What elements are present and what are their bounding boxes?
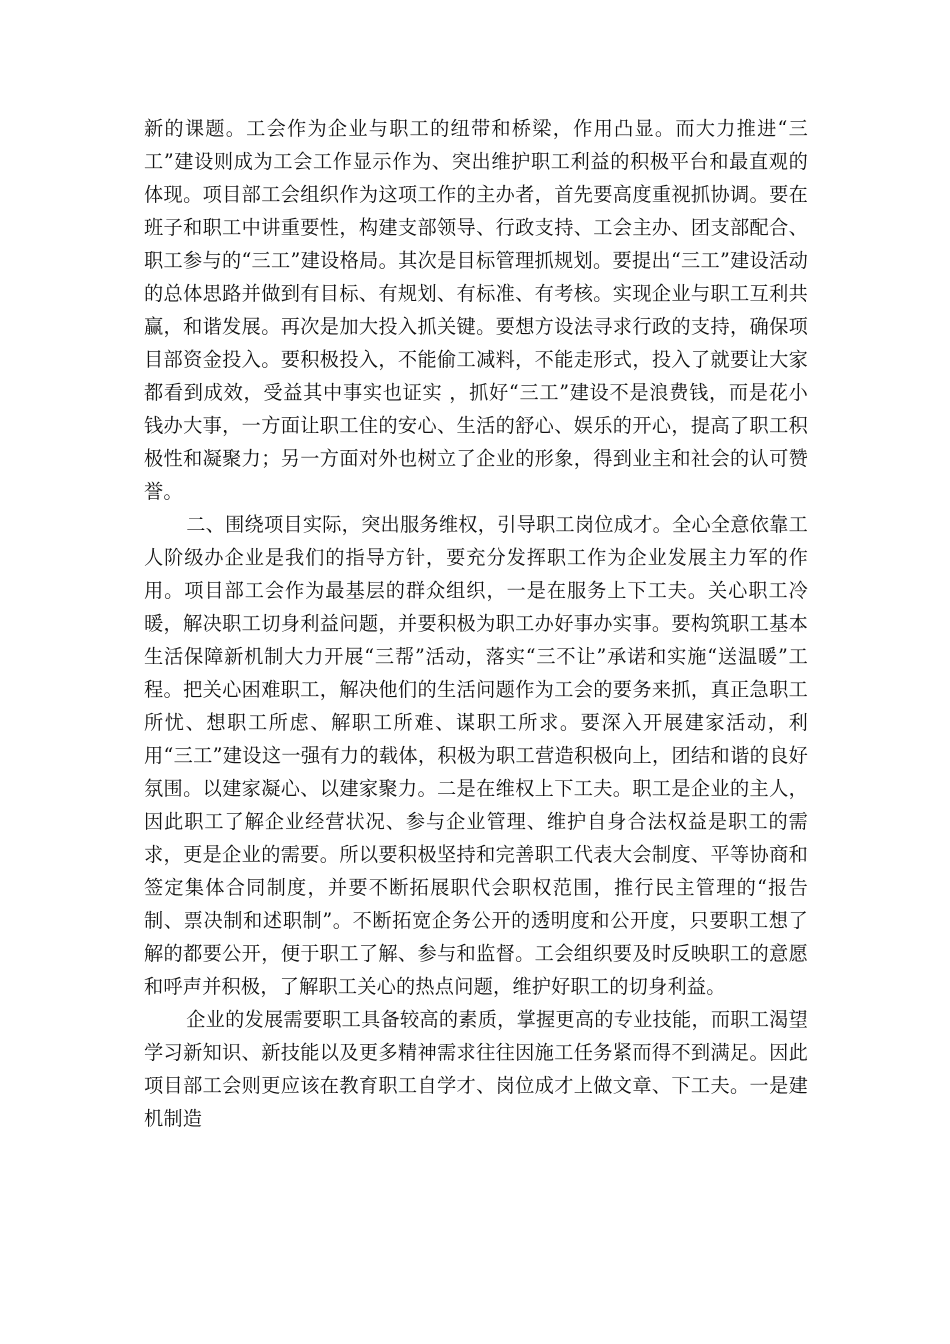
paragraph-3: 企业的发展需要职工具备较高的素质，掌握更高的专业技能，而职工渴望学习新知识、新技能以及更多精神需求往往因施工任务紧而得不到满足。因此项目部工会则更应该在教育职工自学才、岗位成才上做文章、下工夫。一是建机制造 bbox=[144, 1008, 808, 1130]
paragraph-2: 二、围绕项目实际，突出服务维权，引导职工岗位成才。全心全意依靠工人阶级办企业是我们的指导方针，要充分发挥职工作为企业发展主力军的作用。项目部工会作为最基层的群众组织，一是在服务上下工夫。关心职工冷暖，解决职工切身利益问题，并要积极为职工办好事办实事。要构筑职工基本生活保障新机制大力开展“三帮”活动，落实“三不让”承诺和实施“送温暖”工程。把关心困难职工，解决他们的生活问题作为工会的要务来抓，真正急职工所忧、想职工所虑、解职工所难、谋职工所求。要深入开展建家活动，利用“三工”建设这一强有力的载体，积极为职工营造积极向上，团结和谐的良好氛围。以建家凝心、以建家聚力。二是在维权上下工夫。职工是企业的主人，因此职工了解企业经营状况、参与企业管理、维护自身合法权益是职工的需求，更是企业的需要。所以要积极坚持和完善职工代表大会制度、平等协商和签定集体合同制度，并要不断拓展职代会职权范围，推行民主管理的“报告制、票决制和述职制”。不断拓宽企务公开的透明度和公开度，只要职工想了解的都要公开，便于职工了解、参与和监督。工会组织要及时反映职工的意愿和呼声并积极，了解职工关心的热点问题，维护好职工的切身利益。 bbox=[144, 513, 808, 998]
paragraph-1: 新的课题。工会作为企业与职工的纽带和桥梁，作用凸显。而大力推进“三工”建设则成为工会工作显示作为、突出维护职工利益的积极平台和最直观的体现。项目部工会组织作为这项工作的主办者，首先要高度重视抓协调。要在班子和职工中讲重要性，构建支部领导、行政支持、工会主办、团支部配合、职工参与的“三工”建设格局。其次是目标管理抓规划。要提出“三工”建设活动的总体思路并做到有目标、有规划、有标准、有考核。实现企业与职工互利共赢，和谐发展。再次是加大投入抓关键。要想方设法寻求行政的支持，确保项目部资金投入。要积极投入，不能偷工减料，不能走形式，投入了就要让大家都看到成效，受益其中事实也证实 ，抓好“三工”建设不是浪费钱，而是花小钱办大事，一方面让职工住的安心、生活的舒心、娱乐的开心，提高了职工积极性和凝聚力；另一方面对外也树立了企业的形象，得到业主和社会的认可赞誉。 bbox=[144, 117, 808, 503]
document-page bbox=[144, 112, 808, 1135]
